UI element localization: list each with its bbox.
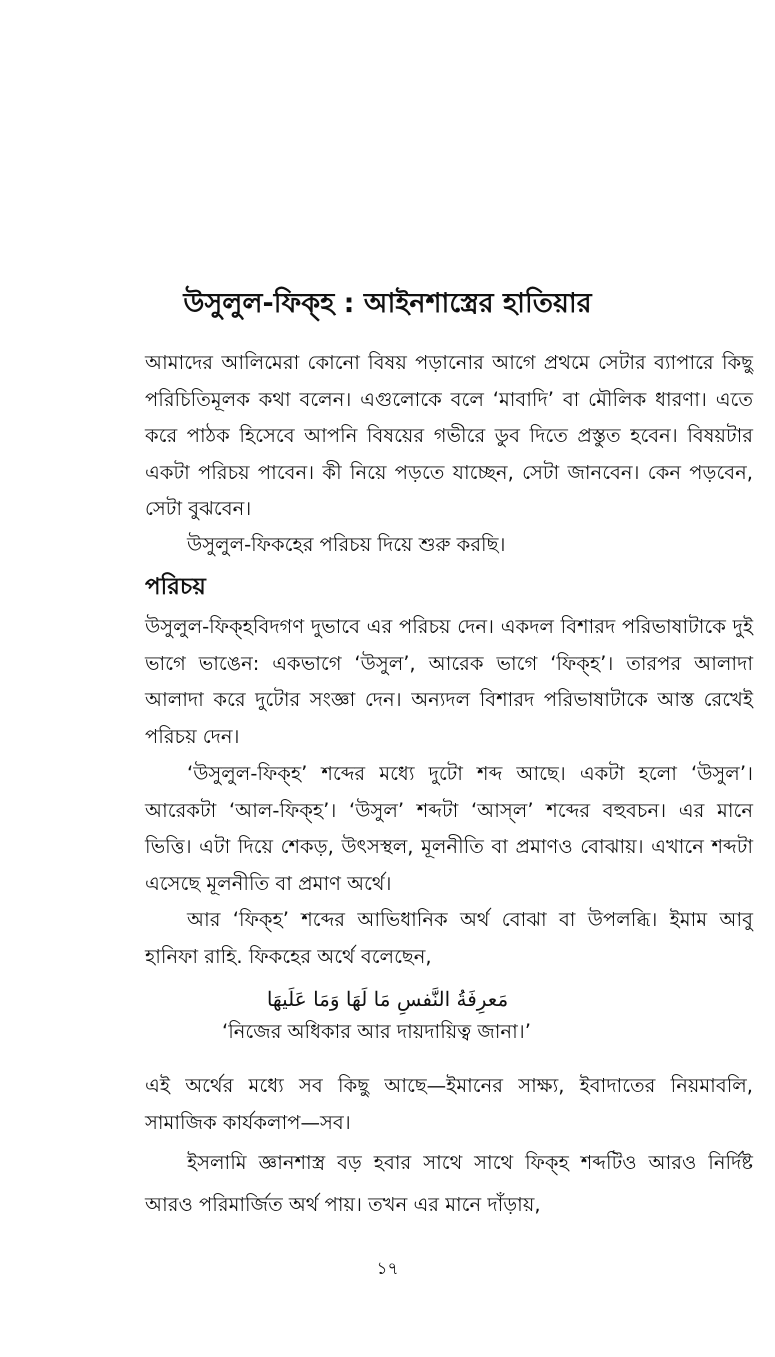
section-heading: পরিচয় (145, 574, 206, 600)
definition-paragraph: উসুলুল-ফিক্‌হবিদগণ দুভাবে এর পরিচয় দেন। একদল বিশারদ পরিভাষাটাকে দুই ভাগে ভাঙেন: একভাগে ‘উসুল’, আরেক ভাগে ‘ফিক্‌হ’। তারপর আলাদা আলাদা করে দুটোর সংজ্ঞা দেন। অন্যদল বিশারদ পরিভাষাটাকে আস্ত রেখেই পরিচয় দেন। (145, 615, 753, 748)
closing-paragraph: ইসলামি জ্ঞানশাস্ত্র বড় হবার সাথে সাথে ফিক্‌হ শব্দটিও আরও নির্দিষ্ট আরও পরিমার্জিত অর্থ পায়। তখন এর মানে দাঁড়ায়, (145, 1151, 753, 1216)
intro-paragraph: আমাদের আলিমেরা কোনো বিষয় পড়ানোর আগে প্রথমে সেটার ব্যাপারে কিছু পরিচিতিমূলক কথা বলেন। এগুলোকে বলে ‘মাবাদি’ বা মৌলিক ধারণা। এতে করে পাঠক হিসেবে আপনি বিষয়ের গভীরে ডুব দিতে প্রস্তুত হবেন। বিষয়টার একটা পরিচয় পাবেন। কী নিয়ে পড়তে যাচ্ছেন, সেটা জানবেন। কেন পড়বেন, সেটা বুঝবেন। (145, 351, 753, 520)
quote-translation: ‘নিজের অধিকার আর দায়দায়িত্ব জানা।’ (222, 1020, 531, 1043)
arabic-quote: مَعرِفَةُ النَّفسِ مَا لَهَا وَمَا عَلَيهَا (266, 987, 509, 1011)
fiqh-paragraph: আর ‘ফিক্‌হ’ শব্দের আভিধানিক অর্থ বোঝা বা উপলব্ধি। ইমাম আবু হানিফা রাহি. ফিকহের অর্থে বলেছেন, (145, 908, 753, 968)
intro-start-paragraph: উসুলুল-ফিকহের পরিচয় দিয়ে শুরু করছি। (187, 533, 506, 556)
chapter-title: উসুলুল-ফিক্‌হ : আইনশাস্ত্রের হাতিয়ার (183, 288, 592, 319)
usul-paragraph: ‘উসুলুল-ফিক্‌হ’ শব্দের মধ্যে দুটো শব্দ আছে। একটা হলো ‘উসুল’। আরেকটা ‘আল-ফিক্‌হ’। ‘উসুল’ শব্দটা ‘আস্‌ল’ শব্দের বহুবচন। এর মানে ভিত্তি। এটা দিয়ে শেকড়, উৎসস্থল, মূলনীতি বা প্রমাণও বোঝায়। এখানে শব্দটা এসেছে মূলনীতি বা প্রমাণ অর্থে। (145, 762, 753, 895)
page-number: ১৭ (376, 1259, 399, 1279)
meaning-paragraph: এই অর্থের মধ্যে সব কিছু আছে—ইমানের সাক্ষ্য, ইবাদাতের নিয়মাবলি, সামাজিক কার্যকলাপ—সব। (145, 1074, 753, 1134)
